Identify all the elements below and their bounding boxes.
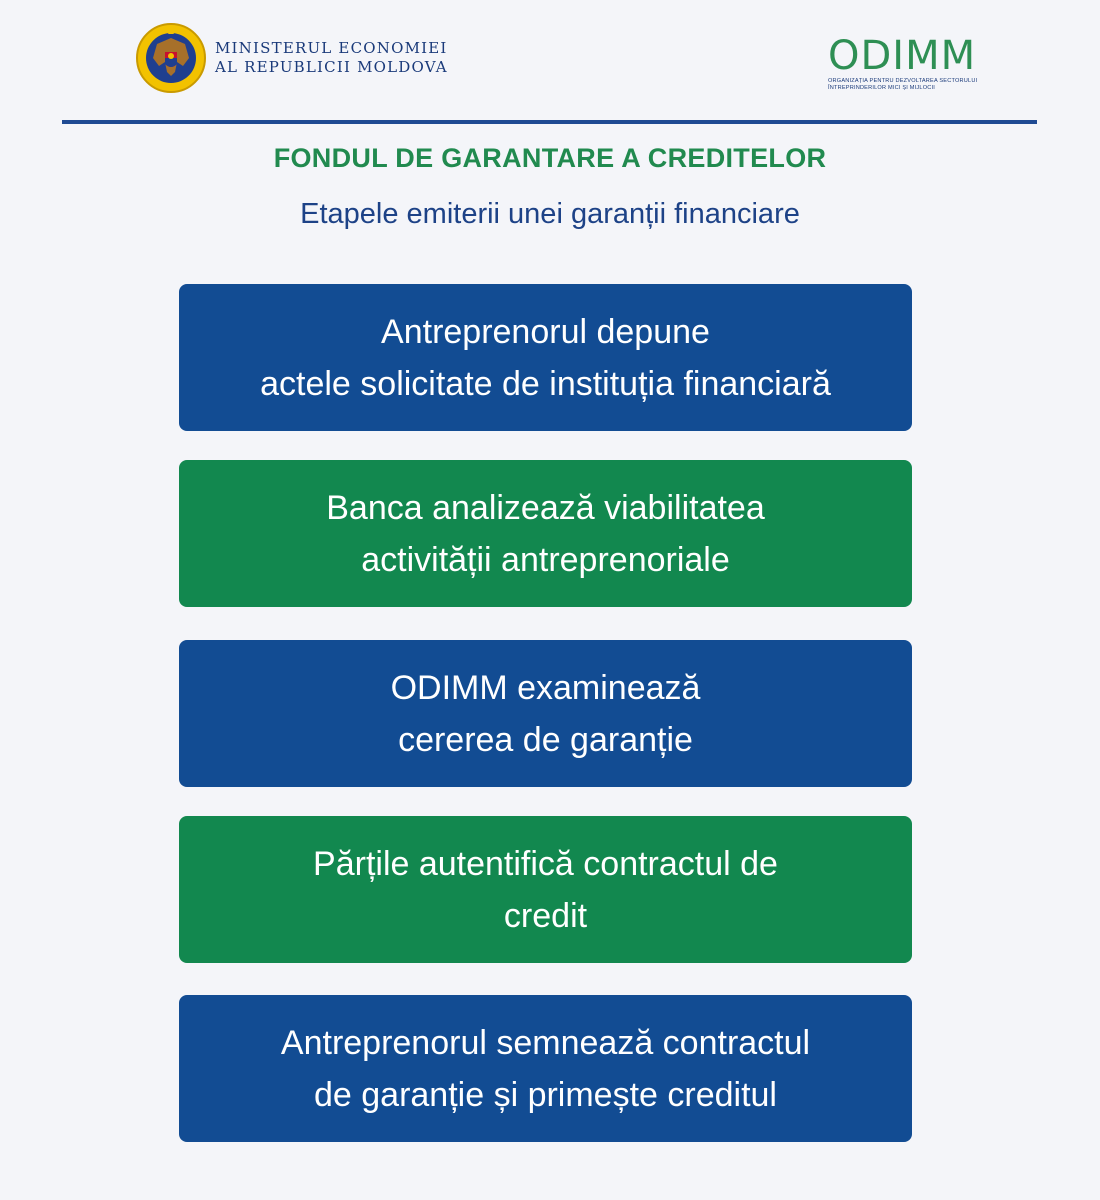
step-4-line2: credit bbox=[503, 896, 588, 935]
ministry-name-line1: MINISTERUL ECONOMIEI bbox=[215, 39, 448, 57]
header bbox=[0, 0, 1100, 120]
moldova-coat-of-arms-icon bbox=[135, 14, 207, 102]
step-4-line1: Părțile autentifică contractul de bbox=[313, 844, 778, 883]
ministry-logo bbox=[135, 14, 448, 102]
step-1-card bbox=[179, 284, 912, 431]
ministry-name bbox=[215, 39, 448, 77]
step-2-card bbox=[179, 460, 912, 607]
step-1-line2: actele solicitate de instituția financiară bbox=[260, 364, 831, 403]
odimm-tagline-line2: ÎNTREPRINDERILOR MICI ȘI MIJLOCII bbox=[828, 85, 935, 91]
step-4-card bbox=[179, 816, 912, 963]
header-divider bbox=[62, 120, 1037, 124]
page-subtitle: Etapele emiterii unei garanții financiare bbox=[300, 198, 800, 230]
step-1-line1: Antreprenorul depune bbox=[381, 312, 710, 351]
odimm-logo-text: ODIMM bbox=[828, 33, 977, 79]
odimm-logo-word bbox=[828, 33, 977, 79]
step-2-line1: Banca analizează viabilitatea bbox=[326, 488, 765, 527]
odimm-tagline-line1: ORGANIZAȚIA PENTRU DEZVOLTAREA SECTORULUI bbox=[828, 78, 978, 84]
step-5-line2: de garanție și primește creditul bbox=[313, 1075, 777, 1114]
step-5-card bbox=[179, 995, 912, 1142]
page-title: FONDUL DE GARANTARE A CREDITELOR bbox=[273, 143, 827, 173]
step-3-line1: ODIMM examinează bbox=[390, 668, 701, 707]
step-5-line1: Antreprenorul semnează contractul bbox=[280, 1023, 811, 1062]
odimm-logo bbox=[828, 33, 978, 92]
step-3-line2: cererea de garanție bbox=[398, 720, 693, 759]
step-2-line2: activității antreprenoriale bbox=[361, 540, 730, 579]
odimm-tagline bbox=[828, 78, 978, 92]
step-3-card bbox=[179, 640, 912, 787]
ministry-name-line2: AL REPUBLICII MOLDOVA bbox=[215, 58, 448, 76]
